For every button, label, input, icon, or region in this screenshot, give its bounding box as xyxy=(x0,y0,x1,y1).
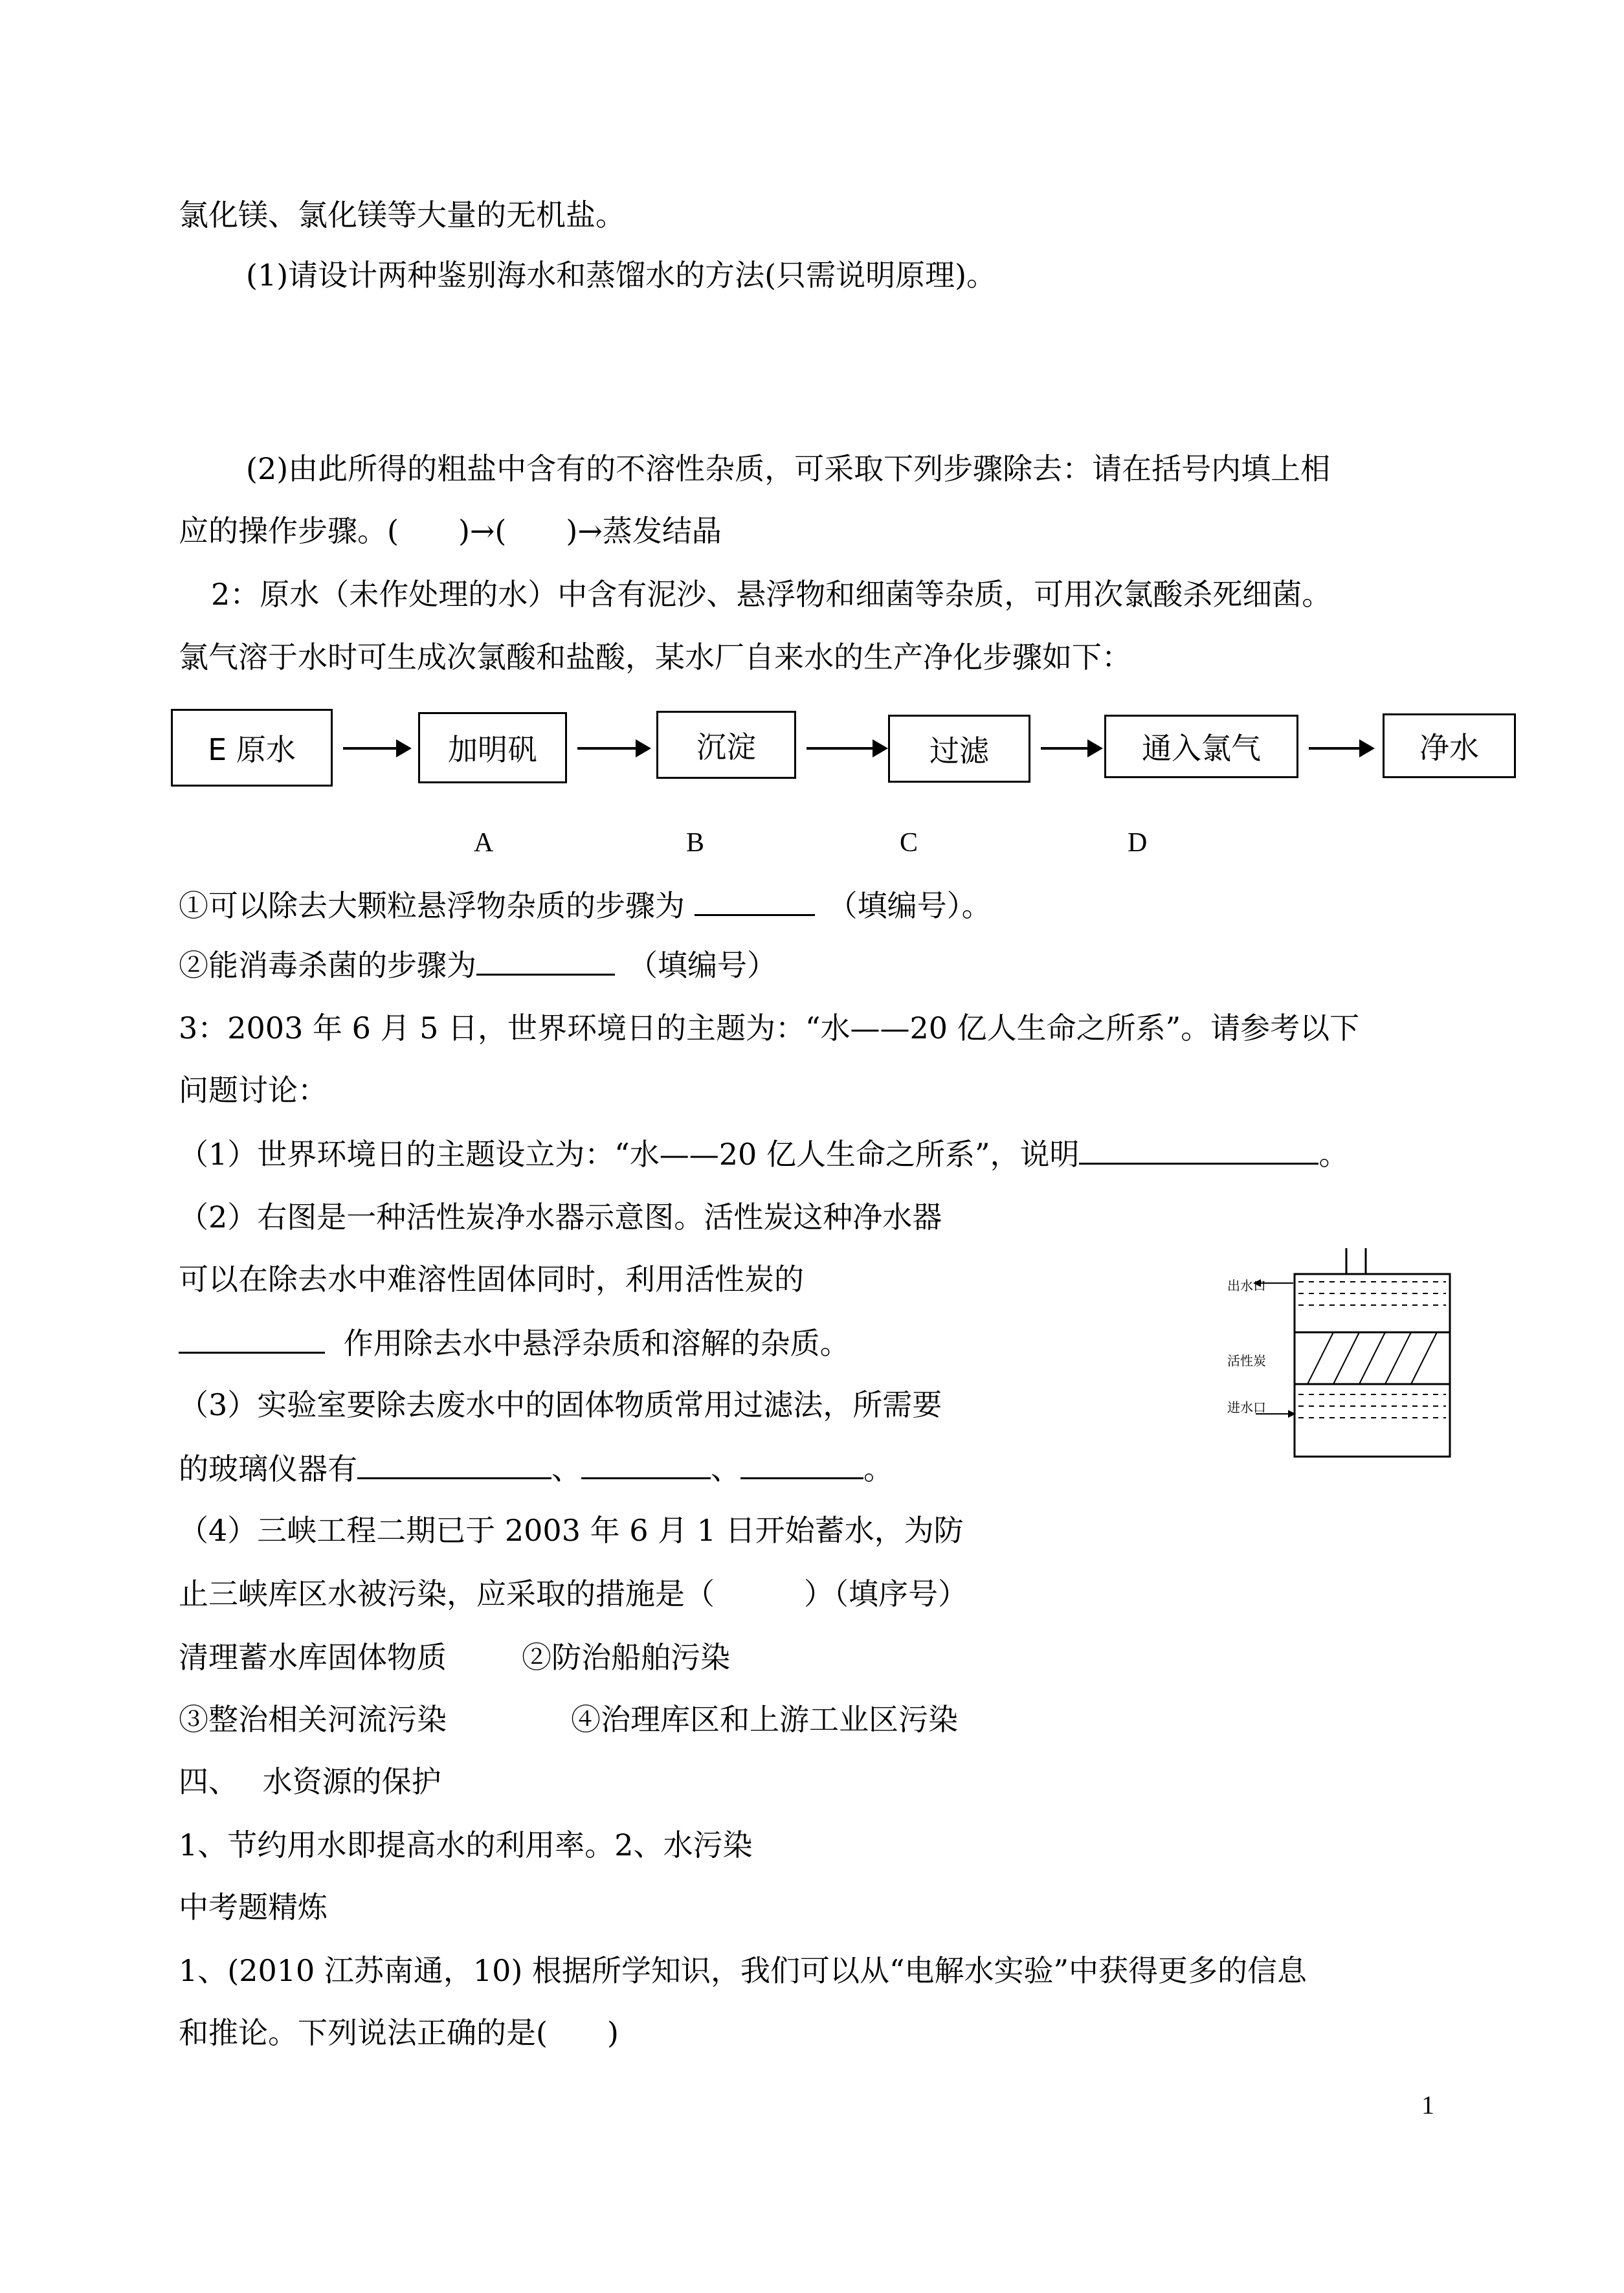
q2-item-1 xyxy=(179,886,992,925)
step-label-b: B xyxy=(686,828,705,858)
page-number: 1 xyxy=(1421,2090,1434,2120)
text-line-1: 氯化镁、氯化镁等大量的无机盐。 xyxy=(179,197,625,232)
outlet-label: 出水口 xyxy=(1227,1278,1266,1293)
exam-question-1b: 和推论。下列说法正确的是( ) xyxy=(179,2015,619,2050)
option-b: ②防治船舶污染 xyxy=(522,1640,730,1675)
inlet-label: 进水口 xyxy=(1227,1400,1266,1415)
flow-arrow-icon xyxy=(806,747,884,750)
section-line: 1、节约用水即提高水的利用率。2、水污染 xyxy=(179,1828,753,1862)
option-c: ③整治相关河流污染 xyxy=(179,1702,447,1737)
answer-blank[interactable] xyxy=(476,945,615,976)
q2-item-1-suffix: （填编号）。 xyxy=(827,888,992,923)
q2-item-2-suffix: （填编号） xyxy=(628,948,777,983)
q3-part-2c-text: 作用除去水中悬浮杂质和溶解的杂质。 xyxy=(334,1326,850,1361)
text-line-3: (2)由此所得的粗盐中含有的不溶性杂质，可采取下列步骤除去：请在括号内填上相 xyxy=(246,451,1331,486)
text-line-5: 2：原水（未作处理的水）中含有泥沙、悬浮物和细菌等杂质，可用次氯酸杀死细菌。 xyxy=(211,577,1332,612)
flow-box-settle: 沉淀 xyxy=(656,711,796,779)
q3-intro-1: 3：2003 年 6 月 5 日，世界环境日的主题为：“水——20 亿人生命之所系”。请参考以下 xyxy=(179,1011,1360,1046)
flow-arrow-icon xyxy=(1041,747,1099,750)
section-heading: 四、 水资源的保护 xyxy=(179,1764,441,1799)
flow-arrow-icon xyxy=(343,747,408,750)
q3-part-4a: （4）三峡工程二期已于 2003 年 6 月 1 日开始蓄水，为防 xyxy=(179,1513,964,1548)
option-d: ④治理库区和上游工业区污染 xyxy=(571,1702,958,1737)
flow-arrow-icon xyxy=(577,747,647,750)
flow-box-chlorine: 通入氯气 xyxy=(1104,715,1298,778)
q3-part-1-text: （1）世界环境日的主题设立为：“水——20 亿人生命之所系”，说明 xyxy=(179,1137,1080,1172)
answer-blank[interactable] xyxy=(179,1323,325,1354)
separator: 、 xyxy=(711,1451,740,1486)
q3-part-2c xyxy=(179,1323,850,1363)
q3-part-3a: （3）实验室要除去废水中的固体物质常用过滤法，所需要 xyxy=(179,1387,942,1422)
q3-part-3b xyxy=(179,1449,893,1488)
exam-question-1a: 1、(2010 江苏南通，10) 根据所学知识，我们可以从“电解水实验”中获得更多的信息 xyxy=(179,1953,1307,1988)
q3-part-1 xyxy=(179,1134,1348,1174)
text-line-6: 氯气溶于水时可生成次氯酸和盐酸，某水厂自来水的生产净化步骤如下： xyxy=(179,640,1131,675)
q2-item-2-text: ②能消毒杀菌的步骤为 xyxy=(179,948,476,983)
step-label-d: D xyxy=(1128,828,1148,858)
q3-part-1-suffix: 。 xyxy=(1318,1137,1349,1172)
answer-blank[interactable] xyxy=(581,1449,711,1479)
carbon-label: 活性炭 xyxy=(1227,1353,1266,1369)
flow-box-filter: 过滤 xyxy=(888,715,1030,783)
q3-part-2a: （2）右图是一种活性炭净水器示意图。活性炭这种净水器 xyxy=(179,1200,942,1235)
q3-part-2b: 可以在除去水中难溶性固体同时，利用活性炭的 xyxy=(179,1262,804,1297)
text-line-2: (1)请设计两种鉴别海水和蒸馏水的方法(只需说明原理)。 xyxy=(246,258,997,293)
q3-intro-2: 问题讨论： xyxy=(179,1073,328,1108)
answer-blank[interactable] xyxy=(695,886,815,916)
answer-blank[interactable] xyxy=(357,1449,551,1479)
step-label-c: C xyxy=(900,828,918,858)
text-line-4: 应的操作步骤。( )→( )→蒸发结晶 xyxy=(179,513,722,548)
step-label-a: A xyxy=(474,828,494,858)
q3-part-3b-text: 的玻璃仪器有 xyxy=(179,1451,357,1486)
answer-blank[interactable] xyxy=(1079,1134,1318,1165)
exam-heading: 中考题精炼 xyxy=(179,1890,328,1925)
flow-box-clean-water: 净水 xyxy=(1383,713,1516,778)
option-a: 清理蓄水库固体物质 xyxy=(179,1640,447,1675)
q2-item-1-text: ①可以除去大颗粒悬浮物杂质的步骤为 xyxy=(179,888,695,923)
q3-part-4b: 止三峡库区水被污染，应采取的措施是（ ）（填序号） xyxy=(179,1576,968,1611)
flow-box-alum: 加明矾 xyxy=(418,712,567,783)
flow-box-raw-water: E 原水 xyxy=(171,709,333,787)
q2-item-2 xyxy=(179,945,777,985)
flow-arrow-icon xyxy=(1309,747,1371,750)
answer-blank[interactable] xyxy=(740,1449,863,1479)
q3-part-3b-suffix: 。 xyxy=(863,1451,893,1486)
separator: 、 xyxy=(551,1451,581,1486)
